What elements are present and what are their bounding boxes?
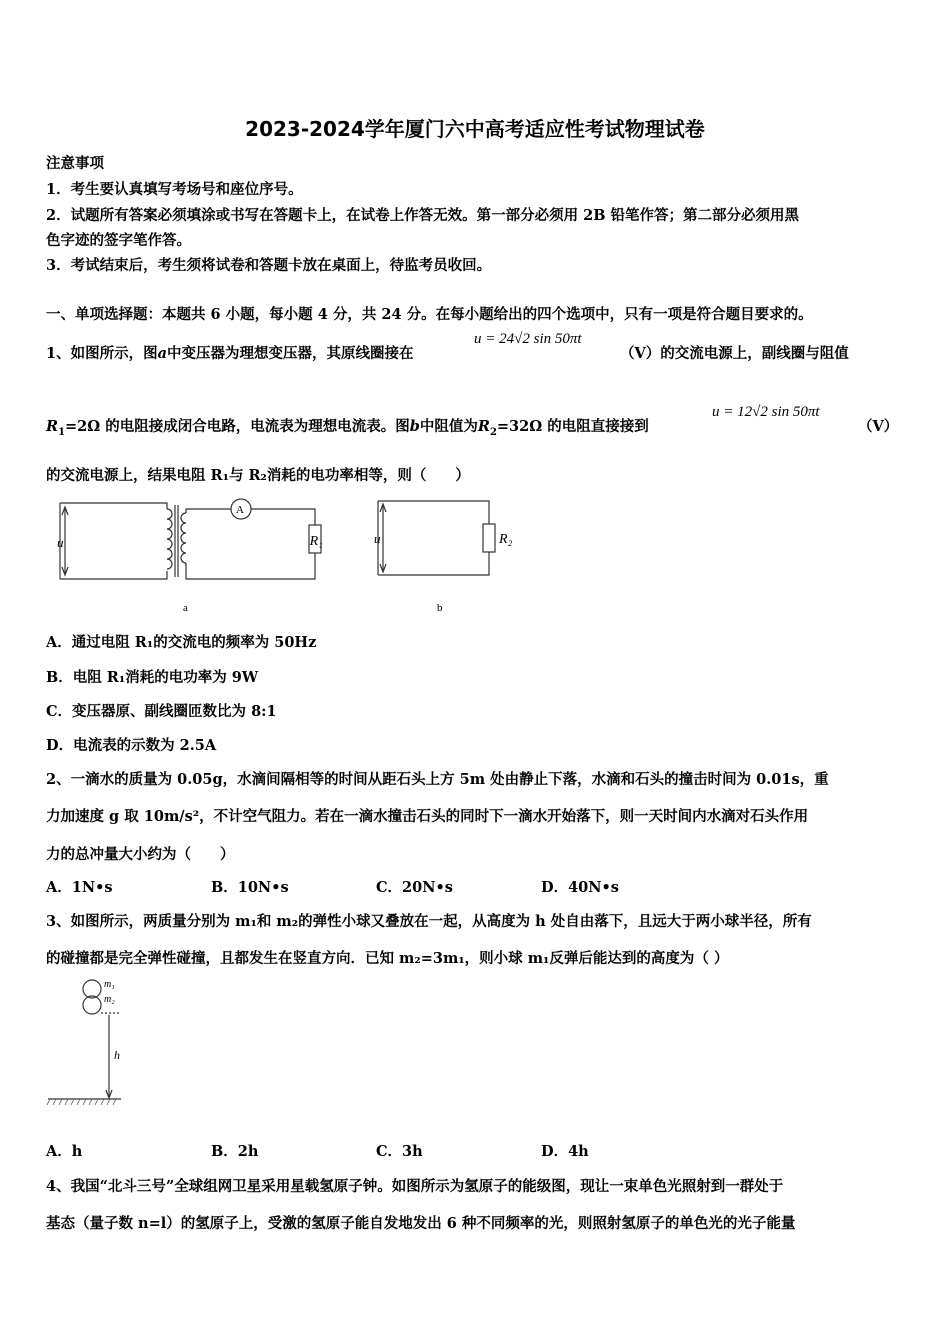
q2-line: 力的总冲量大小约为（ ） <box>46 846 235 863</box>
fig-a-label: a <box>183 602 188 614</box>
m1-label: m₁ <box>104 979 115 990</box>
q3-line: 的碰撞都是完全弹性碰撞，且都发生在竖直方向．已知 m₂=3m₁，则小球 m₁反弹后能达到的高度为（ ） <box>46 950 729 967</box>
notice-item: 3．考试结束后，考生须将试卷和答题卡放在桌面上，待监考员收回。 <box>46 257 492 274</box>
q1-option-d: D．电流表的示数为 2.5A <box>46 737 217 754</box>
fig-b-label: b <box>437 602 443 614</box>
q4-line: 4、我国“北斗三号”全球组网卫星采用星载氢原子钟。如图所示为氢原子的能级图，现让一束单色光照射到一群处于 <box>46 1178 784 1195</box>
q2-option-b: B．10N•s <box>211 879 289 896</box>
falling-balls-figure <box>45 975 135 1110</box>
circuit-figure-a <box>55 495 325 615</box>
q1-option-b: B．电阻 R₁消耗的电功率为 9W <box>46 669 259 686</box>
page-title: 2023-2024学年厦门六中高考适应性考试物理试卷 <box>245 117 705 141</box>
q2-option-d: D．40N•s <box>541 879 619 896</box>
q1-line3: 的交流电源上，结果电阻 R₁与 R₂消耗的电功率相等，则（ ） <box>46 467 470 484</box>
q2-option-a: A．1N•s <box>46 879 113 896</box>
q2-line: 2、一滴水的质量为 0.05g，水滴间隔相等的时间从距石头上方 5m 处由静止下落，水滴和石头的撞击时间为 0.01s，重 <box>46 771 829 788</box>
fig-u-label: u <box>57 535 64 550</box>
q3-option-a: A．h <box>46 1143 83 1160</box>
notice-heading: 注意事项 <box>46 155 104 172</box>
r1-label: R₁ <box>309 534 323 549</box>
circuit-figure-b <box>370 495 520 615</box>
notice-item: 1．考生要认真填写考场号和座位序号。 <box>46 181 303 198</box>
q3-line: 3、如图所示，两质量分别为 m₁和 m₂的弹性小球又叠放在一起，从高度为 h 处自由落下，且远大于两小球半径，所有 <box>46 913 812 930</box>
section-heading: 一、单项选择题：本题共 6 小题，每小题 4 分，共 24 分。在每小题给出的四个选项中，只有一项是符合题目要求的。 <box>46 306 813 323</box>
q1-formula2: u = 12√2 sin 50πt <box>712 404 820 420</box>
q3-option-d: D．4h <box>541 1143 589 1160</box>
fig-u-label: u <box>374 531 381 546</box>
q1-option-a: A．通过电阻 R₁的交流电的频率为 50Hz <box>46 634 317 651</box>
notice-item: 2．试题所有答案必须填涂或书写在答题卡上，在试卷上作答无效。第一部分必须用 2B 铅笔作答；第二部分必须用黑 <box>46 207 800 224</box>
ammeter-label: A <box>236 504 244 516</box>
q1-option-c: C．变压器原、副线圈匝数比为 8:1 <box>46 703 277 720</box>
q2-line: 力加速度 g 取 10m/s²，不计空气阻力。若在一滴水撞击石头的同时下一滴水开始落下，则一天时间内水滴对石头作用 <box>46 808 809 825</box>
q4-line: 基态（量子数 n=l）的氢原子上，受激的氢原子能自发地发出 6 种不同频率的光，则照射氢原子的单色光的光子能量 <box>46 1215 796 1232</box>
notice-item: 色字迹的签字笔作答。 <box>46 232 191 249</box>
r2-label: R₂ <box>499 532 513 547</box>
q1-formula1: u = 24√2 sin 50πt <box>474 331 582 347</box>
q1-line1: 1、如图所示，图a中变压器为理想变压器，其原线圈接在 <box>46 345 414 362</box>
q1-line2: $R_1=2\Omega$ 的电阻接成闭合电路，电流表为理想电流表。图b中阻值为$R_2=32\Omega$ 的电阻直接接到 <box>46 418 649 438</box>
q3-option-c: C．3h <box>376 1143 423 1160</box>
h-label: h <box>114 1048 120 1062</box>
m2-label: m₂ <box>104 994 115 1005</box>
q1-line1-end: （V）的交流电源上，副线圈与阻值 <box>620 345 849 362</box>
q2-option-c: C．20N•s <box>376 879 453 896</box>
q3-option-b: B．2h <box>211 1143 259 1160</box>
q1-line2-end: （V） <box>858 418 899 435</box>
